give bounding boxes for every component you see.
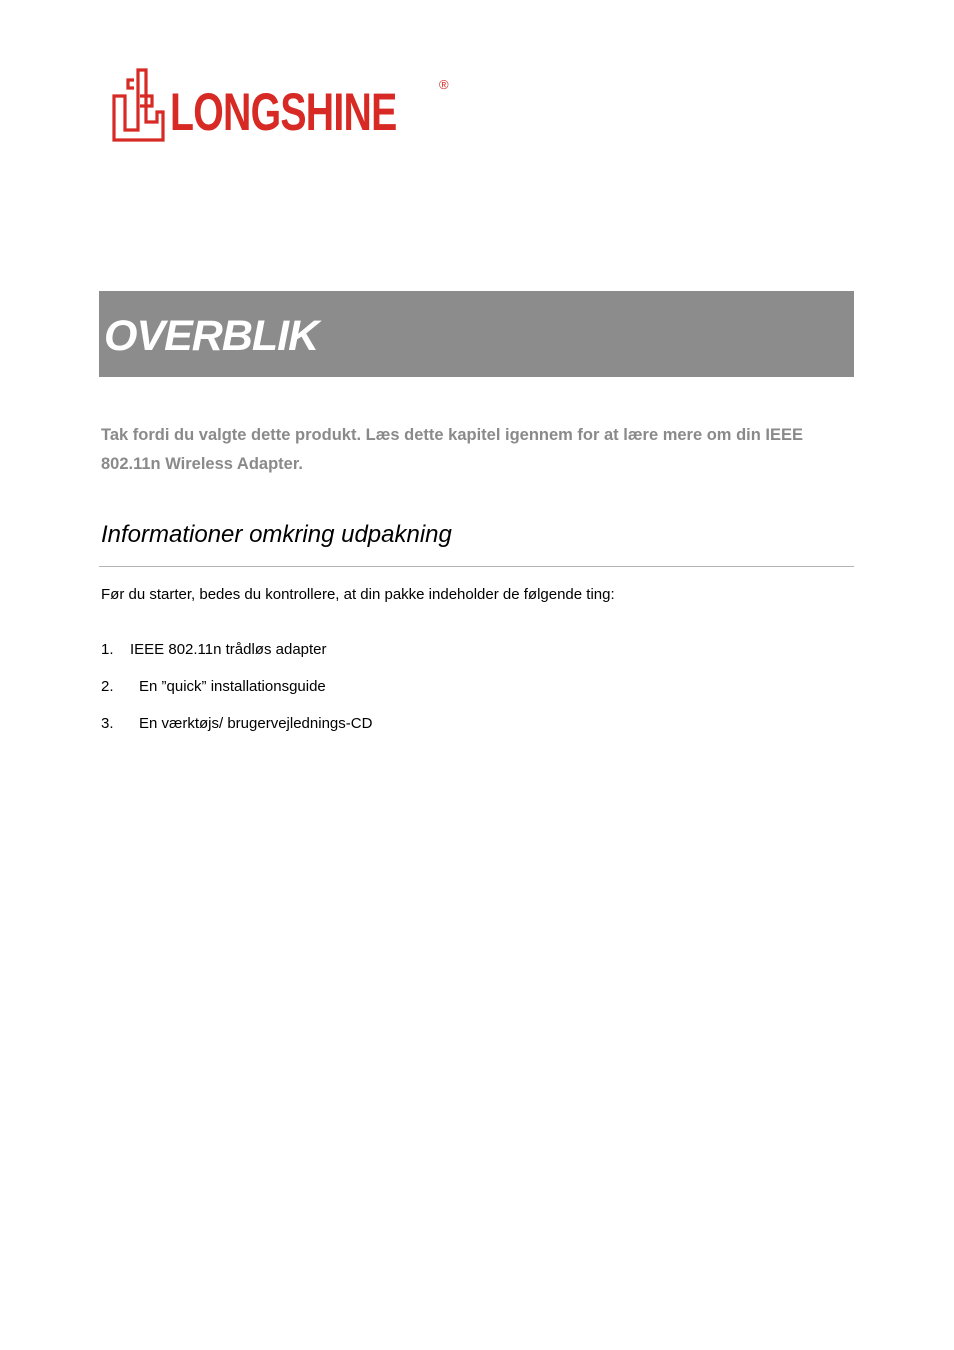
- list-item: [101, 714, 373, 734]
- package-contents-lead: Før du starter, bedes du kontrollere, at din pakke indeholder de følgende ting:: [101, 586, 615, 603]
- section-heading: Informationer omkring udpakning: [101, 521, 452, 548]
- list-item-text: En værktøjs/ brugervejlednings-CD: [139, 715, 373, 732]
- list-item-text: En ”quick” installationsguide: [139, 678, 326, 695]
- chapter-title: OVERBLIK: [104, 312, 319, 360]
- longshine-logo: [110, 66, 455, 146]
- list-item: [101, 677, 326, 697]
- chapter-title-bar: [99, 291, 854, 377]
- list-item-text: IEEE 802.11n trådløs adapter: [130, 641, 327, 658]
- section-divider: [99, 566, 854, 567]
- list-item: [101, 640, 327, 660]
- list-item-number: 1.: [101, 641, 114, 658]
- list-item-number: 2.: [101, 678, 114, 695]
- longshine-logo-mark-icon: [110, 66, 166, 146]
- logo-wordmark: LONGSHINE: [170, 83, 397, 142]
- registered-mark: ®: [439, 77, 449, 92]
- list-item-number: 3.: [101, 715, 114, 732]
- intro-paragraph: Tak fordi du valgte dette produkt. Læs dette kapitel igennem for at lære mere om din IEEE 802.11n Wireless Adapter.: [101, 426, 803, 473]
